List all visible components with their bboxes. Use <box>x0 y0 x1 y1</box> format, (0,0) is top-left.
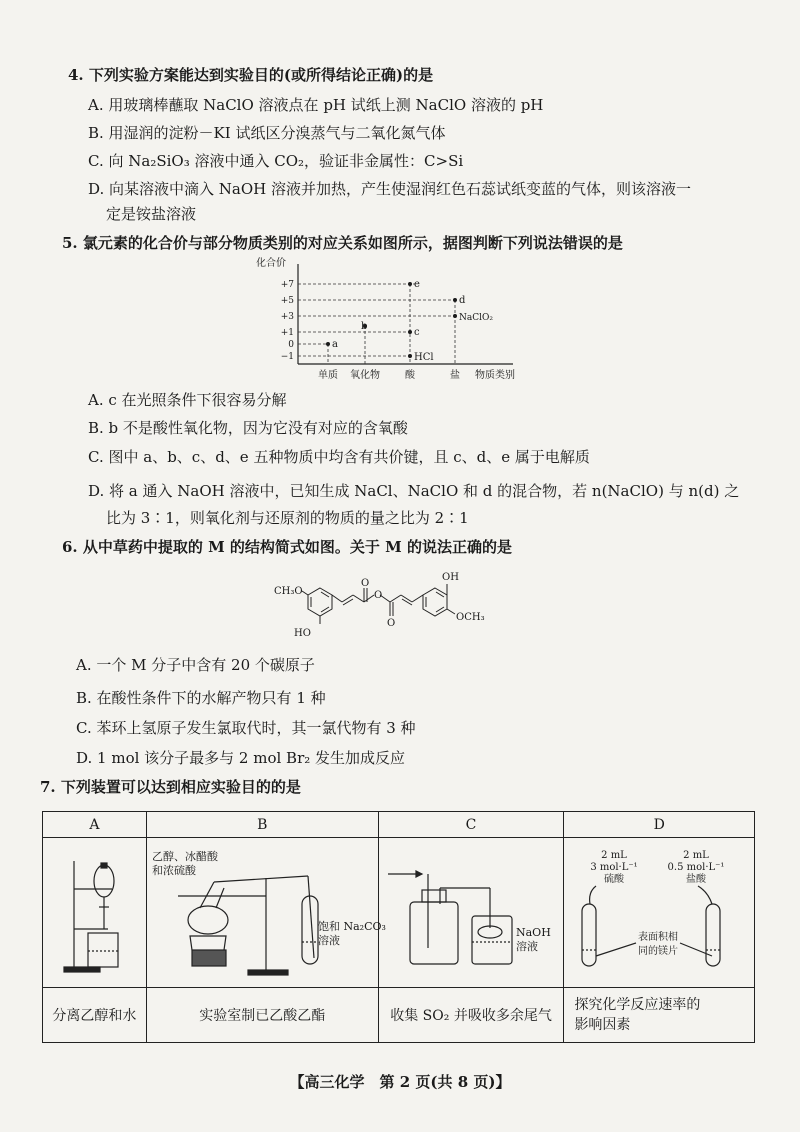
category-salt: 盐 <box>450 370 460 381</box>
reaction-rate-drawing <box>566 838 752 983</box>
category-acid: 酸 <box>405 370 415 381</box>
q4-option-b: B. 用湿润的淀粉－KI 试纸区分溴蒸气与二氧化氮气体 <box>88 124 446 142</box>
purpose-d-line1: 探究化学反应速率的 <box>574 997 701 1013</box>
label-d: d <box>459 295 466 306</box>
q6-option-b: B. 在酸性条件下的水解产物只有 1 种 <box>76 689 326 707</box>
d-acid2: 盐酸 <box>686 874 707 885</box>
category-element: 单质 <box>318 370 338 381</box>
label-e: e <box>414 279 420 290</box>
apparatus-d <box>564 838 755 988</box>
esterification-drawing <box>148 838 387 983</box>
molecule-structure <box>260 564 510 644</box>
q7-stem: 7. 下列装置可以达到相应实验目的的是 <box>40 778 301 796</box>
q5-option-b: B. b 不是酸性氧化物，因为它没有对应的含氧酸 <box>88 419 408 437</box>
header-c: C <box>378 812 564 838</box>
d-acid1: 硫酸 <box>604 874 625 885</box>
q6-stem: 6. 从中草药中提取的 M 的结构简式如图。关于 M 的说法正确的是 <box>62 538 512 556</box>
label-naclo2: NaClO₂ <box>459 313 493 323</box>
q4-option-d-line1: D. 向某溶液中滴入 NaOH 溶液并加热，产生使湿润红色石蕊试纸变蓝的气体，则该溶液一 <box>88 180 692 198</box>
struct-ch3o: CH₃O <box>274 586 303 597</box>
q4-option-a: A. 用玻璃棒蘸取 NaClO 溶液点在 pH 试纸上测 NaClO 溶液的 pH <box>88 96 544 114</box>
struct-o3: O <box>387 618 396 629</box>
b-reagents-line2: 和浓硫酸 <box>152 864 197 877</box>
b-reagents-line1: 乙醇、冰醋酸 <box>152 850 219 863</box>
tick-plus7: +7 <box>280 280 294 290</box>
apparatus-table <box>42 811 755 1043</box>
apparatus-c <box>378 838 564 988</box>
d-conc1: 3 mol·L⁻¹ <box>590 862 638 873</box>
struct-o1: O <box>361 578 370 589</box>
tick-zero: 0 <box>288 340 294 350</box>
d-mg-line2: 同的镁片 <box>638 946 679 957</box>
q4-stem: 4. 下列实验方案能达到实验目的(或所得结论正确)的是 <box>68 66 434 84</box>
purpose-c: 收集 SO₂ 并吸收多余尾气 <box>378 988 564 1043</box>
q6-option-d: D. 1 mol 该分子最多与 2 mol Br₂ 发生加成反应 <box>76 749 406 767</box>
purpose-b: 实验室制已乙酸乙酯 <box>146 988 378 1043</box>
q5-stem: 5. 氯元素的化合价与部分物质类别的对应关系如图所示，据图判断下列说法错误的是 <box>62 234 623 252</box>
point-d <box>453 298 457 302</box>
c-naoh-line2: 溶液 <box>516 940 539 953</box>
d-mg-line1: 表面积相 <box>638 932 679 943</box>
valence-chart <box>248 254 528 384</box>
b-saturated-line2: 溶液 <box>318 934 341 947</box>
q5-option-c: C. 图中 a、b、c、d、e 五种物质中均含有共价键，且 c、d、e 属于电解质 <box>88 448 590 466</box>
point-c <box>408 330 412 334</box>
q5-option-d-line2: 比为 3∶1，则氧化剂与还原剂的物质的量之比为 2∶1 <box>106 509 469 527</box>
label-c: c <box>414 327 420 338</box>
point-hcl <box>408 354 412 358</box>
label-b: b <box>361 321 368 332</box>
d-vol1: 2 mL <box>601 850 628 861</box>
tick-plus5: +5 <box>280 296 294 306</box>
struct-ho: HO <box>294 628 311 639</box>
c-naoh-line1: NaOH <box>516 926 551 939</box>
purpose-d-line2: 影响因素 <box>574 1017 631 1033</box>
tick-plus3: +3 <box>280 312 294 322</box>
gas-collection-drawing <box>380 838 562 983</box>
q6-option-a: A. 一个 M 分子中含有 20 个碳原子 <box>76 656 315 674</box>
purpose-a: 分离乙醇和水 <box>43 988 147 1043</box>
d-vol2: 2 mL <box>683 850 710 861</box>
q4-option-c: C. 向 Na₂SiO₃ 溶液中通入 CO₂，验证非金属性：C>Si <box>88 152 464 170</box>
apparatus-a <box>43 838 147 988</box>
separatory-funnel-drawing <box>44 841 144 981</box>
point-naclo2 <box>453 314 457 318</box>
struct-oh: OH <box>442 572 459 583</box>
page-footer: 【高三化学 第 2 页(共 8 页)】 <box>289 1073 511 1091</box>
chart-y-label: 化合价 <box>256 258 286 269</box>
q4-option-d-line2: 定是铵盐溶液 <box>106 205 197 223</box>
category-oxide: 氧化物 <box>350 370 380 381</box>
b-saturated-line1: 饱和 Na₂CO₃ <box>318 920 387 933</box>
chart-x-label: 物质类别 <box>475 370 515 381</box>
apparatus-b <box>146 838 387 988</box>
label-hcl: HCl <box>414 352 434 363</box>
header-d: D <box>564 812 755 838</box>
struct-o2: O <box>374 590 383 601</box>
point-a <box>326 342 330 346</box>
struct-och3: OCH₃ <box>456 612 485 623</box>
purpose-d <box>564 988 755 1043</box>
label-a: a <box>332 339 338 350</box>
q6-option-c: C. 苯环上氢原子发生氯取代时，其一氯代物有 3 种 <box>76 719 416 737</box>
q5-option-d-line1: D. 将 a 通入 NaOH 溶液中，已知生成 NaCl、NaClO 和 d 的混合物，若 n(NaClO) 与 n(d) 之 <box>88 482 740 500</box>
q5-option-a: A. c 在光照条件下很容易分解 <box>88 391 287 409</box>
header-b: B <box>146 812 378 838</box>
tick-minus1: −1 <box>280 352 294 362</box>
tick-plus1: +1 <box>280 328 294 338</box>
header-a: A <box>43 812 147 838</box>
point-e <box>408 282 412 286</box>
d-conc2: 0.5 mol·L⁻¹ <box>667 862 725 873</box>
